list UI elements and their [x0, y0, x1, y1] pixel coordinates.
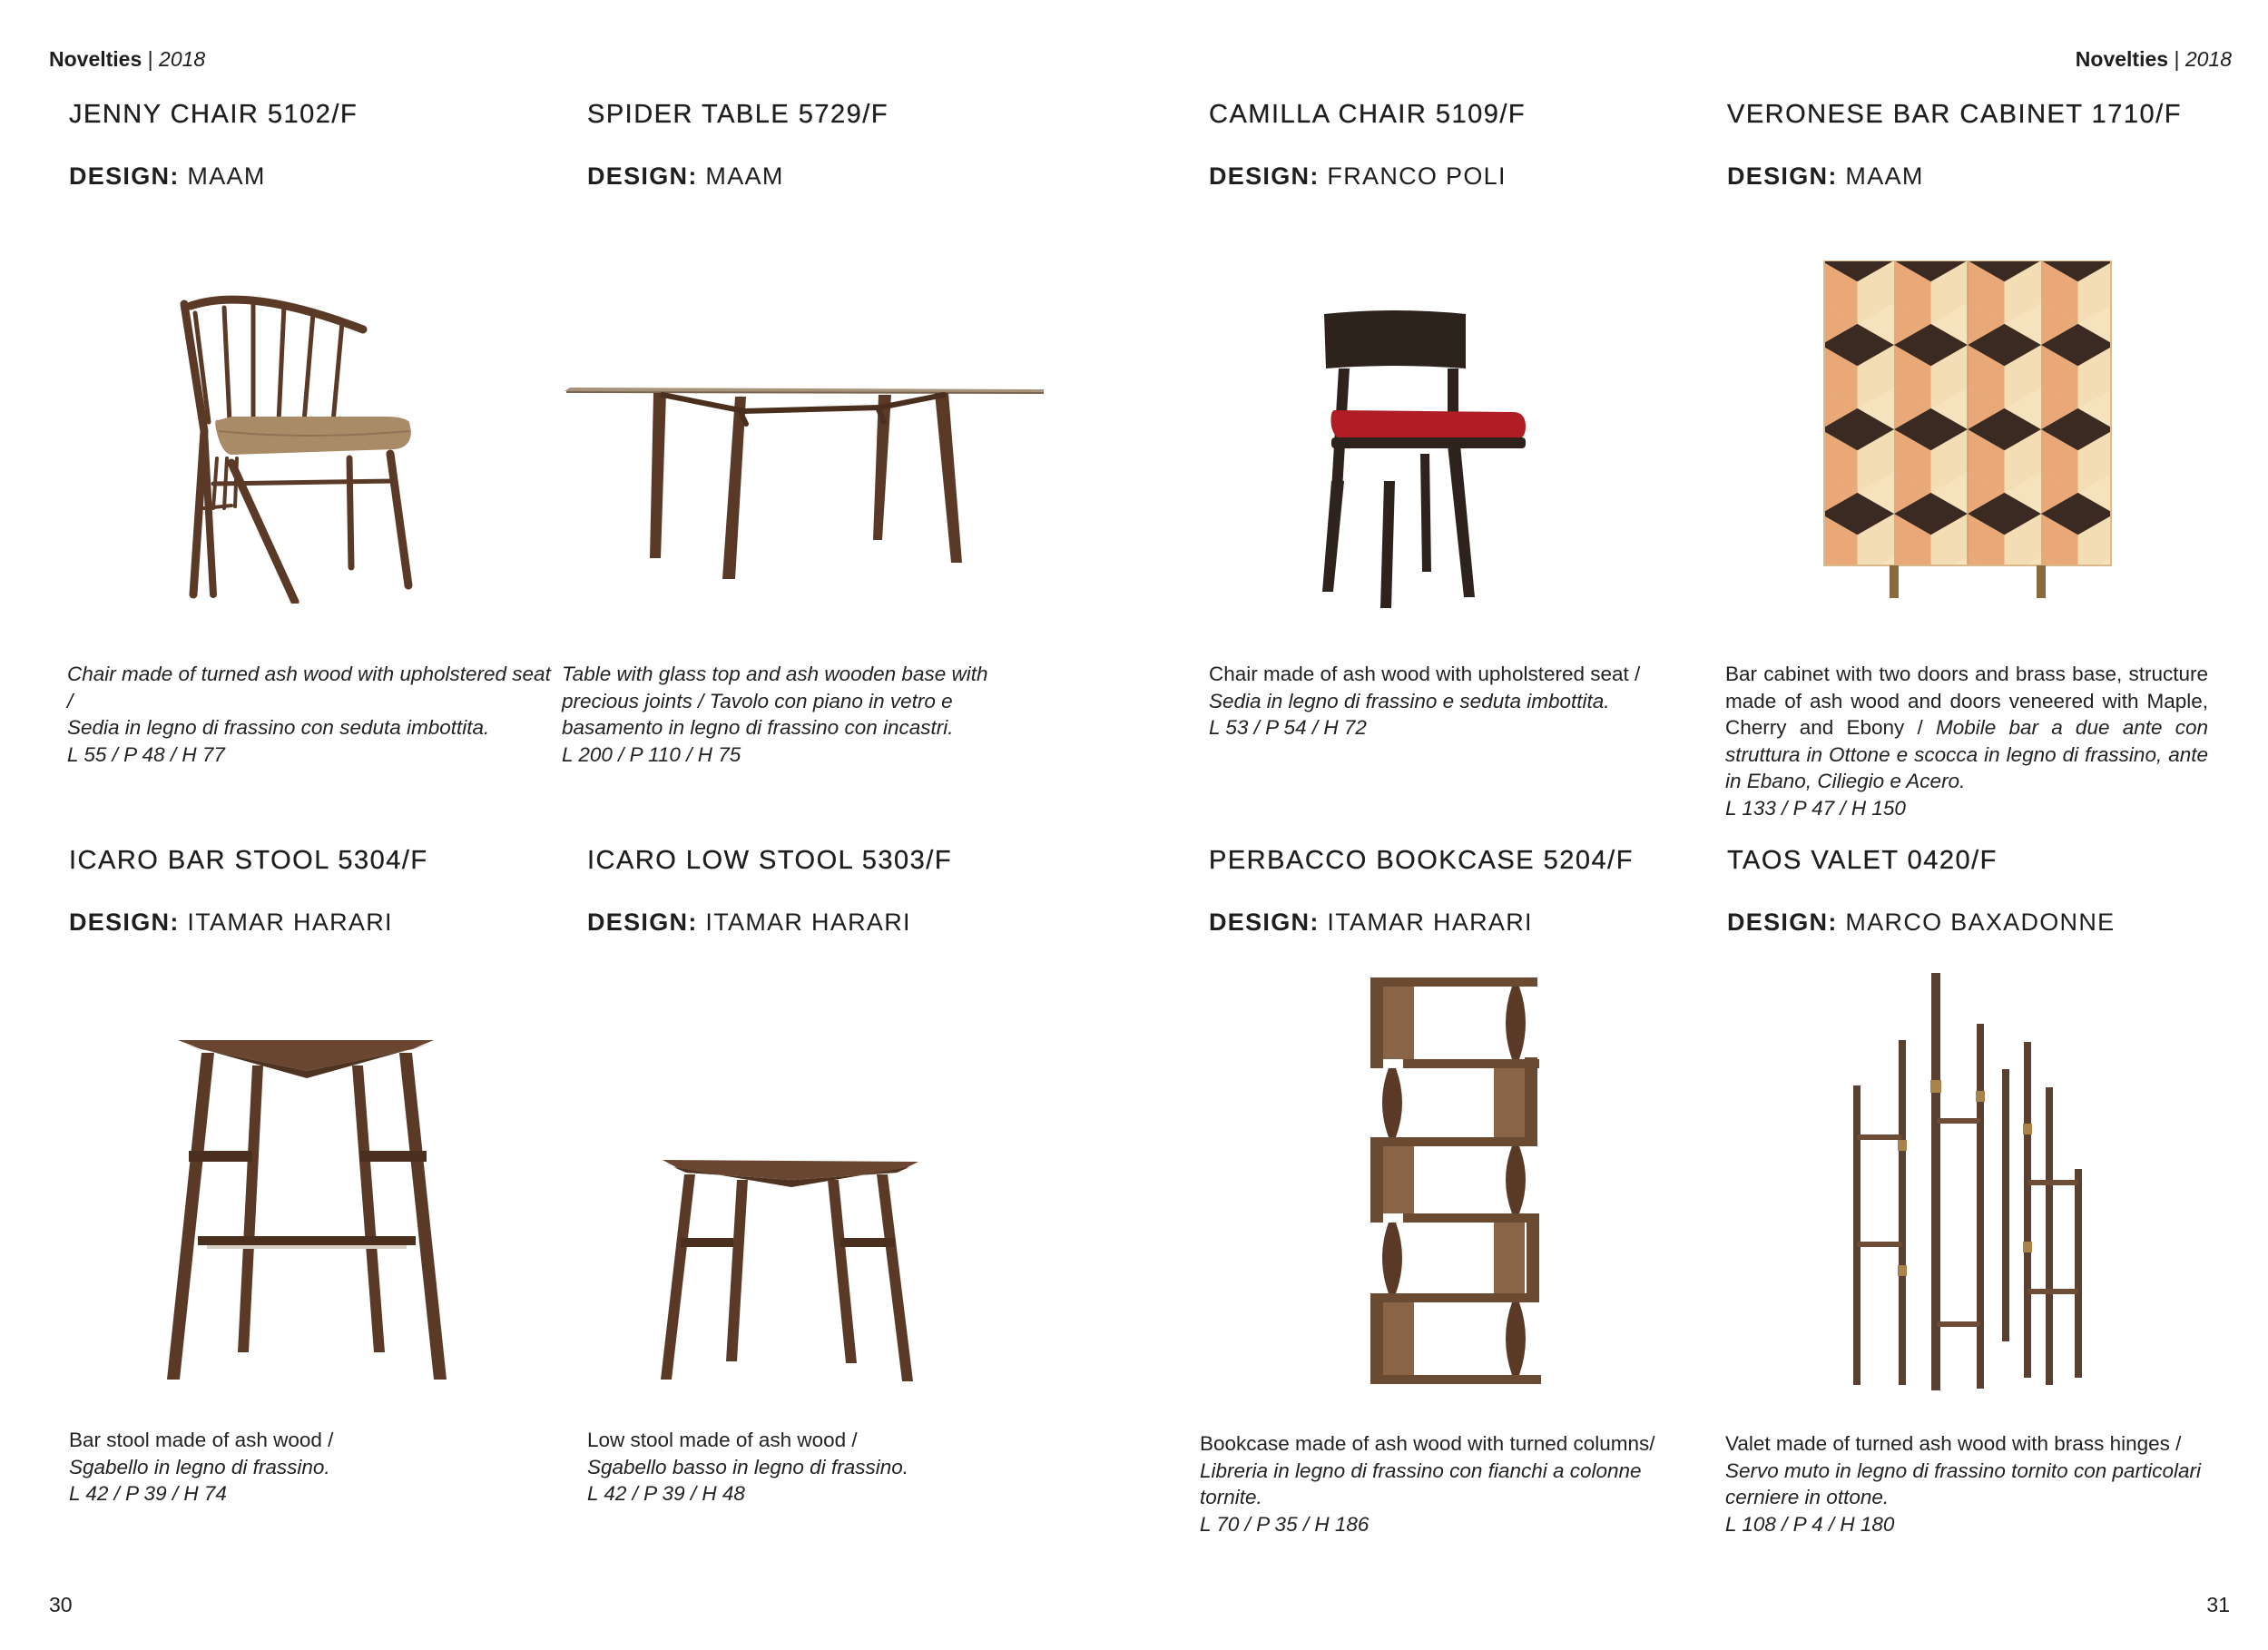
- chair-image: [1311, 309, 1566, 613]
- product-designer: [1727, 908, 2235, 937]
- designer-name: MARCO BAXADONNE: [1845, 908, 2116, 936]
- product-title: ICARO BAR STOOL 5304/F: [69, 846, 428, 875]
- bookcase-image: [1367, 976, 1548, 1393]
- header-separator: |: [2168, 47, 2185, 71]
- product-description: [1200, 1430, 1708, 1537]
- product-dimensions: L 55 / P 48 / H 77: [67, 742, 225, 766]
- description-english: Bar cabinet with two doors and brass base, structure made of ash wood and doors veneered with Maple, Cherry and Ebony /: [1725, 663, 2208, 739]
- product-dimensions: L 42 / P 39 / H 74: [69, 1482, 227, 1505]
- page-number-right: 31: [2206, 1593, 2230, 1616]
- product-dimensions: L 200 / P 110 / H 75: [562, 742, 741, 766]
- product-dimensions: L 53 / P 54 / H 72: [1209, 716, 1367, 739]
- design-label: DESIGN:: [69, 908, 180, 936]
- designer-name: ITAMAR HARARI: [1327, 908, 1533, 936]
- product-title: SPIDER TABLE 5729/F: [587, 100, 889, 129]
- design-label: DESIGN:: [1727, 908, 1838, 936]
- description-english: Bookcase made of ash wood with turned columns/: [1200, 1432, 1655, 1455]
- designer-name: FRANCO POLI: [1327, 162, 1507, 190]
- page-header-right: [2076, 47, 2232, 72]
- description-english: Valet made of turned ash wood with brass hinges /: [1725, 1432, 2182, 1455]
- description-italian: Servo muto in legno di frassino tornito con particolari cerniere in ottone.: [1725, 1458, 2202, 1508]
- designer-name: MAAM: [1845, 162, 1924, 190]
- product-title: PERBACCO BOOKCASE 5204/F: [1209, 846, 1634, 875]
- product-card: [1727, 100, 2235, 191]
- stool-image: [659, 1153, 922, 1389]
- product-designer: [587, 162, 1095, 191]
- stool-image: [162, 1035, 452, 1389]
- page-header-left: [49, 47, 205, 72]
- description-italian: Mobile bar a due ante con struttura in Ottone e scocca in legno di frassino, ante in Ebano, Ciliegio e Acero.: [1725, 716, 2208, 792]
- design-label: DESIGN:: [1209, 162, 1320, 190]
- product-title: VERONESE BAR CABINET 1710/F: [1727, 100, 2182, 129]
- product-card: [1209, 100, 1717, 191]
- product-dimensions: L 108 / P 4 / H 180: [1725, 1512, 1895, 1536]
- description-english: Chair made of ash wood with upholstered seat /: [1209, 663, 1641, 685]
- description-italian: Sedia in legno di frassino e seduta imbottita.: [1209, 689, 1610, 712]
- product-description: [562, 661, 1052, 768]
- table-image: [563, 377, 1053, 585]
- product-dimensions: L 42 / P 39 / H 48: [587, 1482, 745, 1505]
- product-card: [1209, 846, 1717, 937]
- product-title: JENNY CHAIR 5102/F: [69, 100, 358, 129]
- product-title: ICARO LOW STOOL 5303/F: [587, 846, 953, 875]
- year-label: 2018: [159, 47, 206, 71]
- section-label: Novelties: [2075, 47, 2169, 71]
- product-card: [587, 100, 1095, 191]
- product-title: CAMILLA CHAIR 5109/F: [1209, 100, 1527, 129]
- design-label: DESIGN:: [1209, 908, 1320, 936]
- description-italian: Sedia in legno di frassino con seduta imbottita.: [67, 716, 490, 739]
- product-description: [1725, 1430, 2215, 1537]
- product-title: TAOS VALET 0420/F: [1727, 846, 1998, 875]
- designer-name: MAAM: [187, 162, 266, 190]
- design-label: DESIGN:: [1727, 162, 1838, 190]
- product-designer: [1209, 162, 1717, 191]
- product-designer: [69, 908, 577, 937]
- product-card: [69, 846, 577, 937]
- product-dimensions: L 70 / P 35 / H 186: [1200, 1512, 1370, 1536]
- product-designer: [587, 908, 1095, 937]
- description-english: Low stool made of ash wood /: [587, 1429, 858, 1451]
- product-card: [1727, 846, 2235, 937]
- designer-name: ITAMAR HARARI: [187, 908, 393, 936]
- product-designer: [1209, 908, 1717, 937]
- page-number-left: 30: [49, 1593, 73, 1616]
- valet-image: [1846, 969, 2091, 1396]
- section-label: Novelties: [49, 47, 142, 71]
- product-designer: [1727, 162, 2235, 191]
- product-description: [1725, 661, 2208, 821]
- product-dimensions: L 133 / P 47 / H 150: [1725, 796, 1906, 820]
- description-italian: Sgabello basso in legno di frassino.: [587, 1455, 908, 1478]
- designer-name: MAAM: [705, 162, 784, 190]
- design-label: DESIGN:: [587, 908, 698, 936]
- chair-image: [177, 295, 422, 604]
- product-description: [1209, 661, 1699, 742]
- year-label: 2018: [2185, 47, 2232, 71]
- designer-name: ITAMAR HARARI: [705, 908, 911, 936]
- description-english: Chair made of turned ash wood with upholstered seat /: [67, 663, 551, 712]
- description-english: Bar stool made of ash wood /: [69, 1429, 334, 1451]
- header-separator: |: [142, 47, 160, 71]
- cabinet-image: [1821, 260, 2115, 602]
- product-card: [69, 100, 577, 191]
- product-designer: [69, 162, 577, 191]
- description-italian: Sgabello in legno di frassino.: [69, 1455, 330, 1478]
- design-label: DESIGN:: [69, 162, 180, 190]
- product-description: [587, 1427, 1077, 1508]
- product-card: [587, 846, 1095, 937]
- description-english: Table with glass top and ash wooden base with precious joints / Tavolo con piano in vetro e basamento in legno di frassino con incastri.: [562, 663, 988, 739]
- description-italian: Libreria in legno di frassino con fianchi a colonne tornite.: [1200, 1458, 1642, 1508]
- product-description: [69, 1427, 559, 1508]
- product-description: [67, 661, 557, 768]
- design-label: DESIGN:: [587, 162, 698, 190]
